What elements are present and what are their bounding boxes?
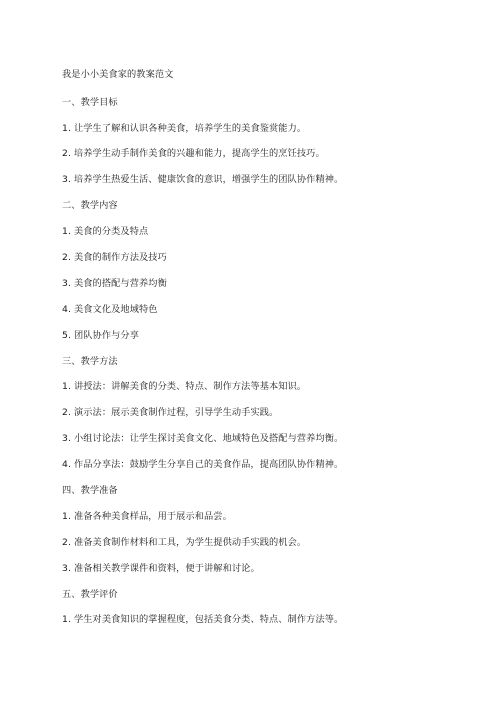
paragraph-line: 3. 美食的搭配与营养均衡	[62, 278, 167, 289]
paragraph-line: 2. 准备美食制作材料和工具，为学生提供动手实践的机会。	[62, 537, 307, 548]
paragraph-line: 1. 让学生了解和认识各种美食，培养学生的美食鉴赏能力。	[62, 123, 307, 134]
paragraph-line: 1. 学生对美食知识的掌握程度，包括美食分类、特点、制作方法等。	[62, 614, 344, 625]
paragraph-line: 3. 小组讨论法：让学生探讨美食文化、地域特色及搭配与营养均衡。	[62, 433, 344, 444]
section-heading-objectives: 一、教学目标	[62, 97, 118, 108]
paragraph-line: 4. 美食文化及地域特色	[62, 304, 158, 315]
paragraph-line: 1. 美食的分类及特点	[62, 226, 149, 237]
paragraph-line: 2. 美食的制作方法及技巧	[62, 252, 167, 263]
paragraph-line: 1. 讲授法：讲解美食的分类、特点、制作方法等基本知识。	[62, 381, 307, 392]
section-heading-evaluation: 五、教学评价	[62, 589, 118, 600]
paragraph-line: 5. 团队协作与分享	[62, 330, 139, 341]
section-heading-preparation: 四、教学准备	[62, 485, 118, 496]
section-heading-content: 二、教学内容	[62, 200, 118, 211]
paragraph-line: 3. 准备相关教学课件和资料，便于讲解和讨论。	[62, 563, 260, 574]
paragraph-line: 1. 准备各种美食样品，用于展示和品尝。	[62, 511, 232, 522]
paragraph-line: 3. 培养学生热爱生活、健康饮食的意识，增强学生的团队协作精神。	[62, 174, 344, 185]
paragraph-line: 2. 演示法：展示美食制作过程，引导学生动手实践。	[62, 407, 279, 418]
paragraph-line: 4. 作品分享法：鼓励学生分享自己的美食作品，提高团队协作精神。	[62, 459, 344, 470]
section-heading-methods: 三、教学方法	[62, 356, 118, 367]
paragraph-line: 2. 培养学生动手制作美食的兴趣和能力，提高学生的烹饪技巧。	[62, 148, 325, 159]
document-title: 我是小小美食家的教案范文	[62, 69, 174, 80]
